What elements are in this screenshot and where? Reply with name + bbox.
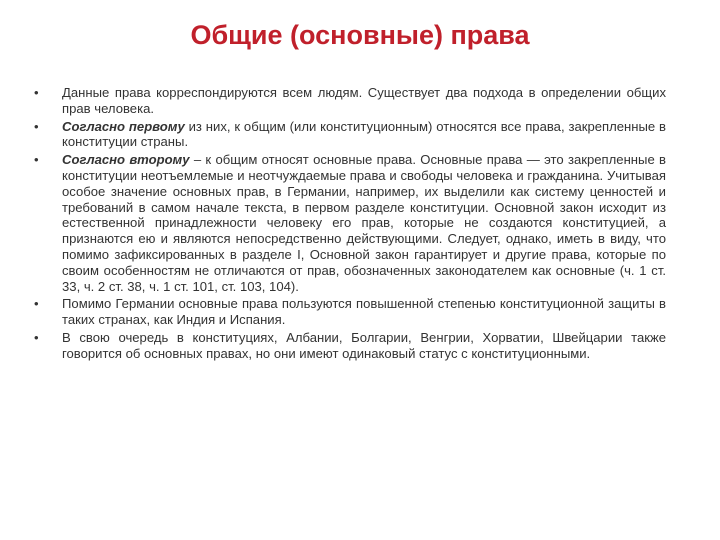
bullet-lead: Согласно первому: [62, 118, 185, 134]
bullet-text: В свою очередь в конституциях, Албании, Болгарии, Венгрии, Хорватии, Швейцарии также говорится об основных правах, но они имеют одинаковый статус с конституционными.: [62, 329, 666, 361]
bullet-icon: •: [34, 329, 39, 345]
bullet-text: Помимо Германии основные права пользуются повышенной степенью конституционной защиты в таких странах, как Индия и Испания.: [62, 296, 666, 328]
bullet-icon: •: [34, 118, 39, 134]
bullet-item-2: [34, 119, 666, 151]
slide-title: Общие (основные) права: [190, 20, 530, 50]
bullet-item-5: [34, 330, 666, 362]
bullet-list: [34, 85, 666, 364]
bullet-icon: •: [34, 85, 39, 100]
bullet-item-4: [34, 296, 666, 328]
bullet-item-1: [34, 85, 666, 117]
bullet-text: – к общим относят основные права. Основные права — это закрепленные в конституции неотъемлемые и неотчуждаемые права и свободы человека и гражданина. Учитывая особое значение основных прав, в Германии, например, их выделили как систему ценностей и требований в самом начале текста, в первом разделе конституции. Основной закон исходит из естественной принадлежности человеку его прав, которые не создаются конституцией, а признаются ею и являются непосредственно действующими. Следует, однако, иметь в виду, что помимо зафиксированных в разделе I, Основной закон гарантирует и другие права, которые по своим особенностям не отличаются от прав, обозначенных законодателем как основные (ч. 1 ст. 33, ч. 2 ст. 38, ч. 1 ст. 101, ст. 103, 104).: [62, 152, 666, 294]
bullet-text: Данные права корреспондируются всем людям. Существует два подхода в определении общих прав человека.: [62, 85, 666, 116]
bullet-item-3: [34, 152, 666, 294]
bullet-lead: Согласно второму: [62, 152, 190, 168]
bullet-icon: •: [34, 296, 39, 312]
bullet-text: из них, к общим (или конституционным) относятся все права, закрепленные в конституции страны.: [62, 118, 666, 150]
bullet-icon: •: [34, 152, 39, 168]
